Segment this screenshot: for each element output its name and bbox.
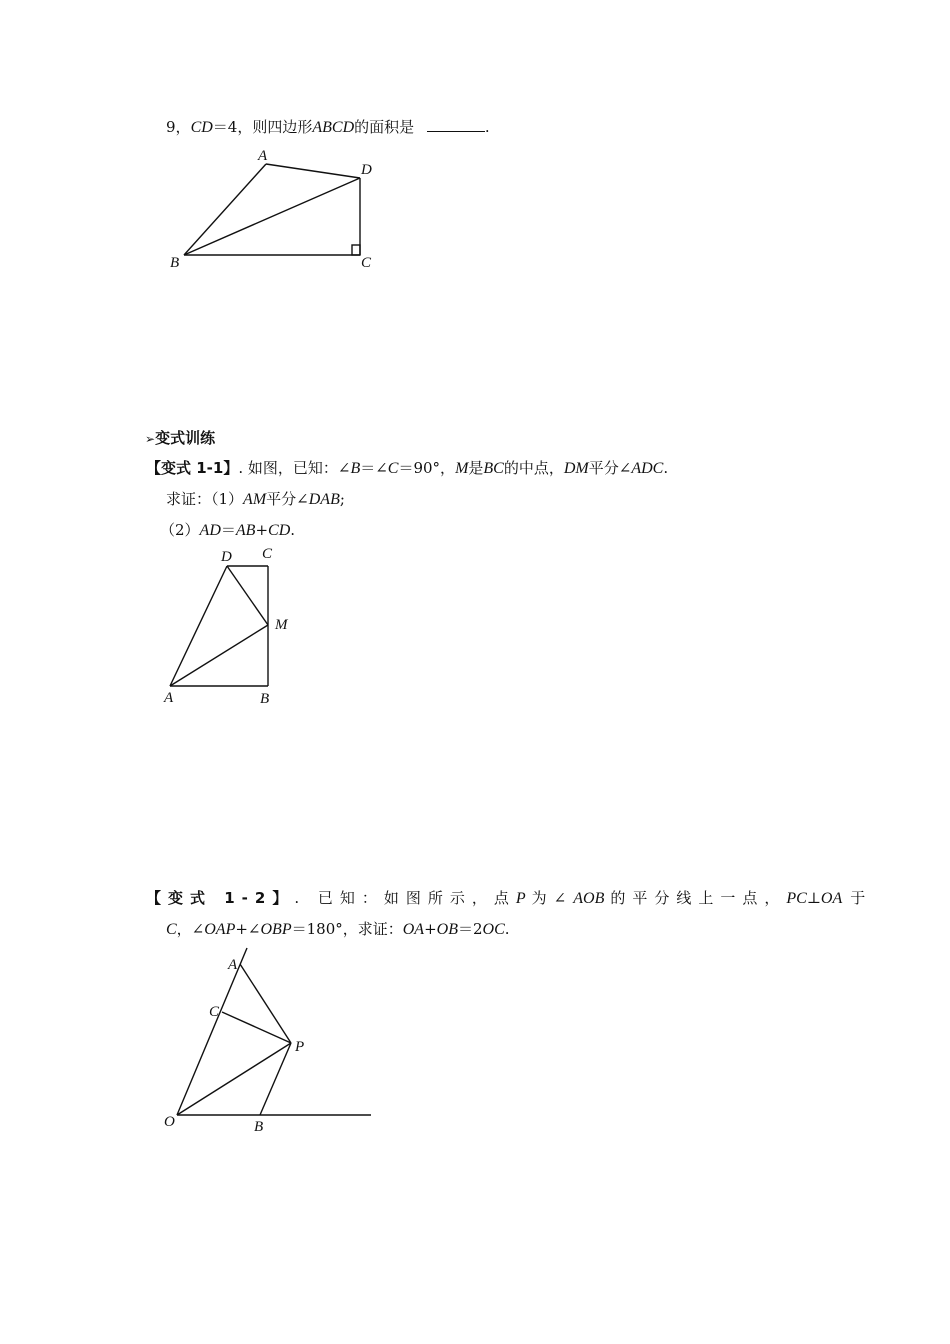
variant-1-1-line-1: 【变式 1-1】. 如图，已知：∠B＝∠C＝90°，M是BC的中点，DM平分∠ADC. xyxy=(146,459,669,477)
label-d: D xyxy=(221,549,232,565)
problem-number: 9 xyxy=(166,118,176,136)
problem-9-line: 9，CD＝4，则四边形ABCD的面积是 . xyxy=(166,118,490,136)
label-c: C xyxy=(361,255,372,271)
label-m: M xyxy=(275,617,288,633)
label-a: A xyxy=(258,148,268,164)
label-b: B xyxy=(170,255,180,271)
label-a: A xyxy=(164,690,174,706)
label-a: A xyxy=(228,957,238,973)
arrow-icon: ➢ xyxy=(145,432,156,446)
variant-tag: 【变式 1-1】 xyxy=(146,459,239,477)
variant-1-2-line-2: C，∠OAP+∠OBP＝180°，求证：OA+OB＝2OC. xyxy=(166,920,510,938)
label-c: C xyxy=(209,1004,220,1020)
problem-text: 的面积是 xyxy=(354,118,415,136)
label-o: O xyxy=(164,1114,175,1130)
variant-tag: 【变式 1-2】 xyxy=(146,889,295,907)
quad-abcd: ABCD xyxy=(312,119,355,136)
label-c: C xyxy=(262,546,273,562)
variant-1-2-line-1: 【变式 1-2】. 已知：如图所示，点P 为∠AOB 的平分线上一点，PC⊥OA 于 xyxy=(146,889,866,907)
label-b: B xyxy=(260,691,270,707)
label-d: D xyxy=(361,162,372,178)
problem-text: ＝4，则四边形 xyxy=(212,118,313,136)
variant-1-1-line-3: （2）AD＝AB+CD. xyxy=(160,521,296,539)
label-p: P xyxy=(295,1039,305,1055)
section-title: 变式训练 xyxy=(155,429,216,447)
label-b: B xyxy=(254,1119,264,1135)
variant-1-1-line-2: 求证：（1）AM平分∠DAB; xyxy=(166,490,345,508)
section-heading xyxy=(145,428,215,449)
segment-cd: CD xyxy=(190,119,213,136)
